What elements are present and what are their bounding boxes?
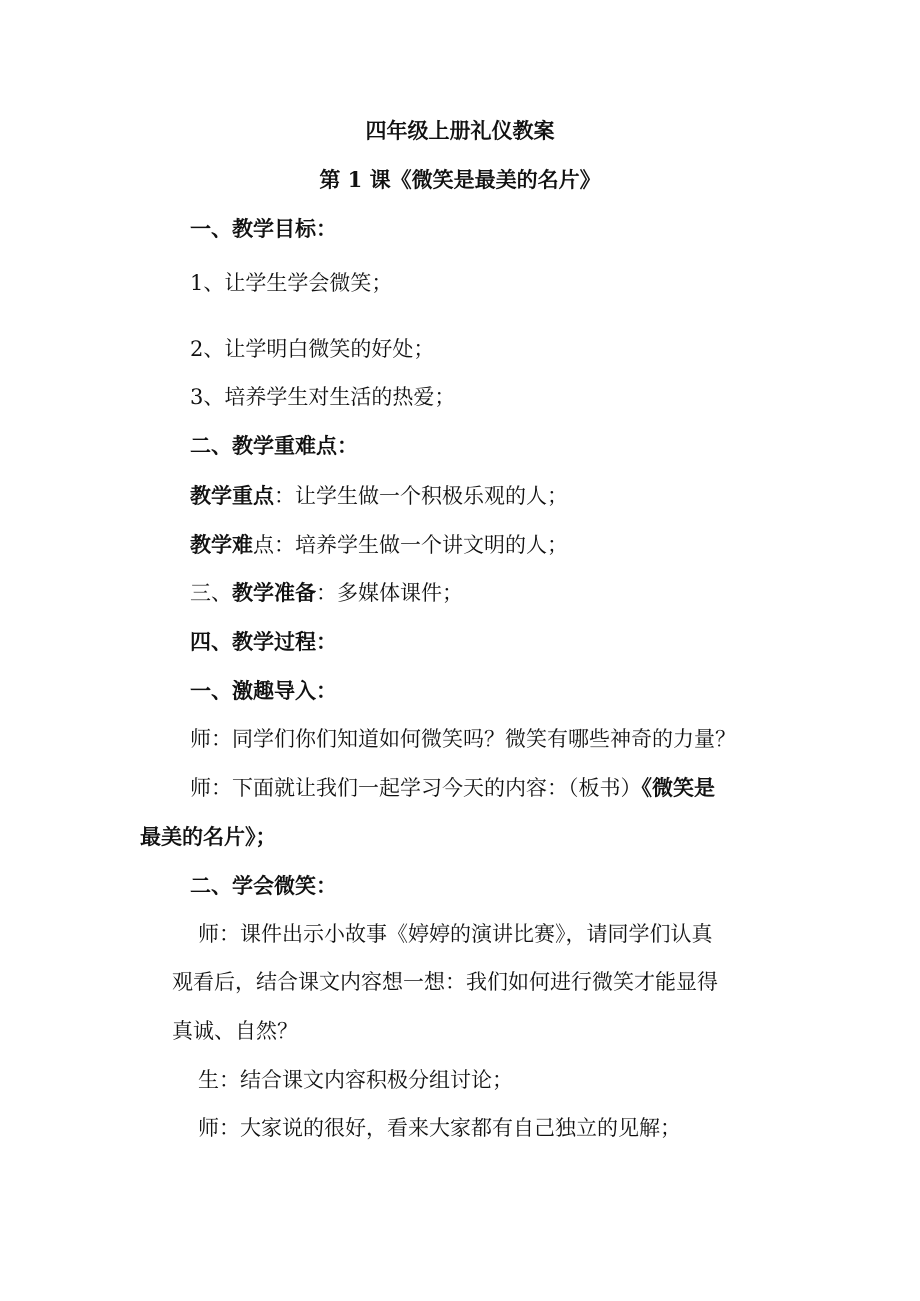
goal-item-2: 2、让学明白微笑的好处；: [190, 337, 435, 361]
preparation-label: 教学准备: [232, 580, 316, 605]
teacher-reply: 师：大家说的很好，看来大家都有自己独立的见解；: [198, 1116, 681, 1140]
section-preparation: [190, 578, 463, 608]
difficult-point-label: 教学难: [190, 532, 253, 557]
key-point-label: 教学重点: [190, 483, 274, 508]
intro-question: 师：同学们你们知道如何微笑吗？微笑有哪些神奇的力量？: [190, 727, 736, 751]
intro-board-line: [190, 773, 715, 803]
section-heading-goals: 一、教学目标：: [190, 216, 337, 241]
section-heading-keypoints: 二、教学重难点：: [190, 433, 358, 458]
key-point: [190, 481, 568, 511]
student-reply: 生：结合课文内容积极分组讨论；: [198, 1068, 513, 1092]
goal-item-3: 3、培养学生对生活的热爱；: [190, 385, 456, 409]
intro-board-plain: 师：下面就让我们一起学习今天的内容：（板书）: [190, 776, 642, 800]
difficult-point: [190, 530, 568, 560]
step-heading-learn-smile: 二、学会微笑：: [190, 873, 337, 898]
preparation-text: ：多媒体课件；: [316, 581, 463, 605]
key-point-text: ：让学生做一个积极乐观的人；: [274, 484, 568, 508]
intro-board-title-part2: 最美的名片》；: [140, 824, 277, 849]
intro-board-title-part1: 《微笑是: [641, 775, 715, 800]
story-line-1: 师：课件出示小故事《婷婷的演讲比赛》，请同学们认真: [198, 922, 713, 946]
section-heading-process: 四、教学过程：: [190, 629, 337, 654]
doc-title: 四年级上册礼仪教案: [365, 118, 555, 143]
step-heading-intro: 一、激趣导入：: [190, 678, 337, 703]
difficult-point-text: 点：培养学生做一个讲文明的人；: [253, 533, 568, 557]
story-line-2: 观看后，结合课文内容想一想：我们如何进行微笑才能显得: [172, 970, 718, 994]
story-line-3: 真诚、自然？: [172, 1019, 298, 1043]
goal-item-1: 1、让学生学会微笑；: [190, 271, 393, 295]
lesson-title: 第 1 课《微笑是最美的名片》: [319, 167, 601, 192]
preparation-prefix: 三、: [190, 581, 232, 605]
